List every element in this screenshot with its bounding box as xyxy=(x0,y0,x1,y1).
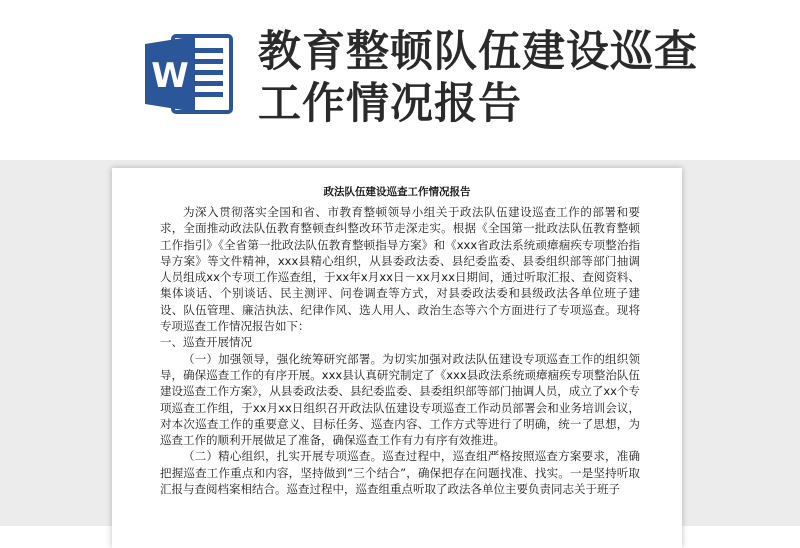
section-heading: 一、巡查开展情况 xyxy=(160,335,252,350)
document-title: 政法队伍建设巡查工作情况报告 xyxy=(323,186,471,198)
document-body xyxy=(160,204,640,497)
word-icon-letter: W xyxy=(151,56,189,96)
word-document-icon xyxy=(143,32,235,116)
body-paragraph: （二）精心组织，扎实开展专项巡查。巡查过程中，巡查组严格按照巡查方案要求，准确把握巡查工作重点和内容，坚持做到“三个结合”，确保把存在问题找准、找实。一是坚持听取汇报与查阅档案相结合。巡查过程中，巡查组重点听取了政法各单位主要负责同志关于班子 xyxy=(160,449,640,497)
body-paragraph: （一）加强领导，强化统筹研究部署。为切实加强对政法队伍建设专项巡查工作的组织领导，确保巡查工作的有序开展。xxx县认真研究制定了《xxx县政法系统顽瘴痼疾专项整治队伍建设巡查工作方案》，从县委政法委、县纪委监委、县委组织部等部门抽调人员，成立了xx个专项巡查工作组，于xx月xx日组织召开政法队伍建设专项巡查工作动员部署会和业务培训会议，对本次巡查工作的重要意义、目标任务、巡查内容、工作方式等进行了明确，统一了思想，为巡查工作的顺利开展做足了准备，确保巡查工作有力有序有效推进。 xyxy=(160,351,640,448)
document-page[interactable] xyxy=(112,168,682,548)
page-title: 教育整顿队伍建设巡查工作情况报告 xyxy=(258,27,698,129)
header-banner xyxy=(0,0,800,160)
intro-paragraph: 为深入贯彻落实全国和省、市教育整顿领导小组关于政法队伍建设巡查工作的部署和要求，全面推动政法队伍教育整顿查纠整改环节走深走实。根据《全国第一批政法队伍教育整顿工作指引》《全省第一批政法队伍教育整顿指导方案》和《xxx省政法系统顽瘴痼疾专项整治指导方案》等文件精神，xxx县精心组织，从县委政法委、县纪委监委、县委组织部等部门抽调人员组成xx个专项工作巡查组，于xx年x月xx日－xx月xx日期间，通过听取汇报、查阅资料、集体谈话、个别谈话、民主测评、问卷调查等方式，对县委政法委和县级政法各单位班子建设、队伍管理、廉洁执法、纪律作风、选人用人、政治生态等六个方面进行了专项巡查。现将专项巡查工作情况报告如下： xyxy=(160,205,640,334)
